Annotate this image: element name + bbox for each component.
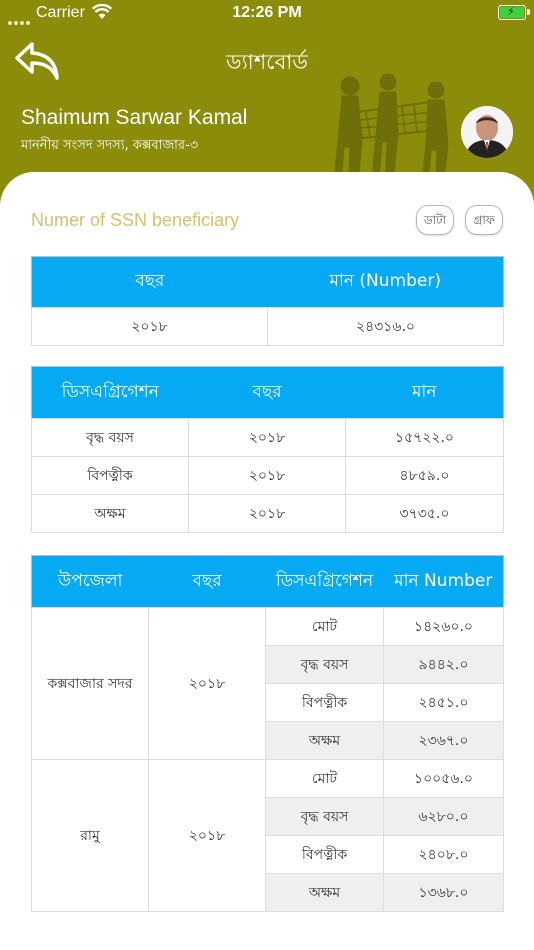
upazila-cell: কক্সবাজার সদর <box>32 608 149 760</box>
table-cell: ১৫৭২২.০ <box>346 419 504 457</box>
table-cell: বিপত্নীক <box>266 684 384 722</box>
table-cell: ২৪৫১.০ <box>384 684 504 722</box>
app-header <box>0 0 534 200</box>
table-cell: ৪৮৫৯.০ <box>346 457 504 495</box>
status-bar <box>0 0 534 26</box>
column-header: বছর <box>189 367 346 419</box>
content-panel <box>0 172 534 950</box>
table-cell: ২০১৮ <box>189 457 346 495</box>
column-header: ডিসএগ্রিগেশন <box>32 367 189 419</box>
table-cell: বিপত্নীক <box>266 836 384 874</box>
column-header: মান Number <box>384 556 504 608</box>
column-header: বছর <box>149 556 266 608</box>
page-title: ড্যাশবোর্ড <box>226 50 308 74</box>
table-cell: ২০১৮ <box>32 308 268 346</box>
table-cell: বিপত্নীক <box>32 457 189 495</box>
table-cell: ৬২৮০.০ <box>384 798 504 836</box>
summary-table <box>31 256 504 346</box>
table-cell: ১৪২৬০.০ <box>384 608 504 646</box>
column-header: বছর <box>32 257 268 308</box>
column-header: মান (Number) <box>268 257 504 308</box>
table-header-row <box>32 367 504 419</box>
table-cell: ২৪০৮.০ <box>384 836 504 874</box>
table-cell: ১০০৫৬.০ <box>384 760 504 798</box>
avatar <box>461 106 513 158</box>
battery-icon: ⚡ <box>498 5 526 20</box>
user-name: Shaimum Sarwar Kamal <box>21 106 248 129</box>
table-header-row <box>32 257 504 308</box>
table-cell: মোট <box>266 760 384 798</box>
table-cell: ৯৪৪২.০ <box>384 646 504 684</box>
table-cell: বৃদ্ধ বয়স <box>266 646 384 684</box>
table-cell: ১৩৬৮.০ <box>384 874 504 912</box>
table-cell: ২০১৮ <box>189 495 346 533</box>
table-cell: অক্ষম <box>32 495 189 533</box>
column-header: উপজেলা <box>32 556 149 608</box>
carrier-label: Carrier <box>36 4 85 21</box>
table-row <box>32 419 504 457</box>
table-cell: অক্ষম <box>266 874 384 912</box>
table-row <box>32 760 504 798</box>
table-row <box>32 608 504 646</box>
table-header-row <box>32 556 504 608</box>
table-row <box>32 457 504 495</box>
table-cell: বৃদ্ধ বয়স <box>32 419 189 457</box>
year-cell: ২০১৮ <box>149 760 266 912</box>
clock: 12:26 PM <box>232 4 302 21</box>
table-cell: বৃদ্ধ বয়স <box>266 798 384 836</box>
section-title: Numer of SSN beneficiary <box>31 210 240 230</box>
column-header: মান <box>346 367 504 419</box>
user-designation: মাননীয় সংসদ সদস্য, কক্সবাজার-৩ <box>21 138 199 153</box>
data-view-button[interactable]: ডাটা <box>416 205 454 235</box>
graph-view-button[interactable]: গ্রাফ <box>465 205 503 235</box>
upazila-table <box>31 555 504 912</box>
year-cell: ২০১৮ <box>149 608 266 760</box>
upazila-cell: রামু <box>32 760 149 912</box>
table-row <box>32 308 504 346</box>
disaggregation-table <box>31 366 504 533</box>
table-cell: মোট <box>266 608 384 646</box>
table-cell: ৩৭৩৫.০ <box>346 495 504 533</box>
table-cell: ২৪৩১৬.০ <box>268 308 504 346</box>
table-row <box>32 495 504 533</box>
table-cell: ২০১৮ <box>189 419 346 457</box>
table-cell: অক্ষম <box>266 722 384 760</box>
column-header: ডিসএগ্রিগেশন <box>266 556 384 608</box>
table-cell: ২৩৬৭.০ <box>384 722 504 760</box>
